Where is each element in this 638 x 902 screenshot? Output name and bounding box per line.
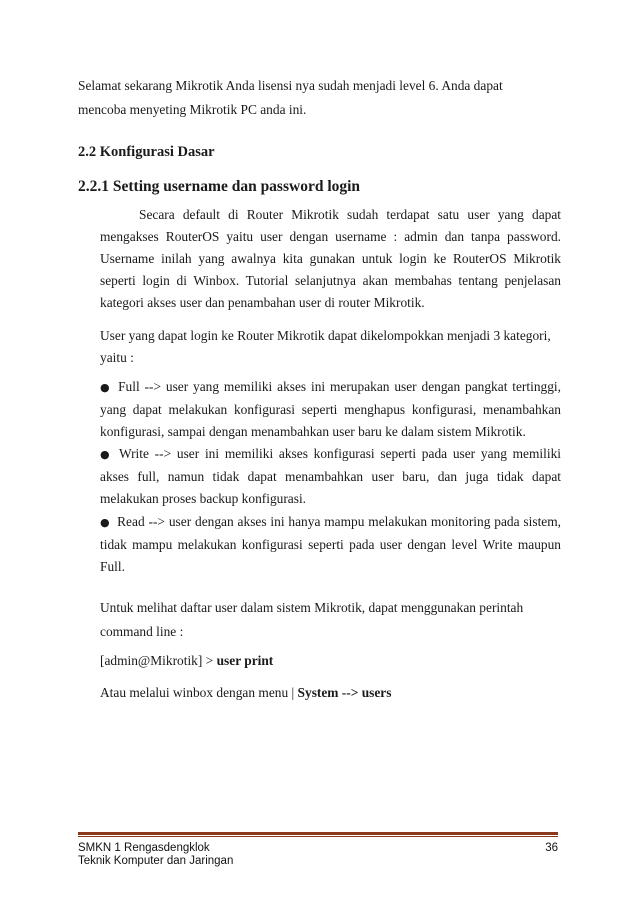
section-heading: 2.2 Konfigurasi Dasar (78, 144, 215, 160)
footer-department: Teknik Komputer dan Jaringan (78, 855, 234, 867)
command-prompt: [admin@Mikrotik] > (100, 653, 217, 668)
footer-rule-thin (78, 836, 558, 837)
bullet-read (100, 511, 561, 578)
bullet-write (100, 443, 561, 510)
subsection-heading: 2.2.1 Setting username dan password login (78, 178, 361, 195)
winbox-text: Atau melalui winbox dengan menu | (100, 685, 298, 700)
command-text: user print (216, 653, 274, 668)
command-line (100, 650, 561, 672)
bullet-icon: ● (100, 381, 112, 394)
bullet-write-text: Write --> user ini memiliki akses konfigurasi seperti pada user yang memiliki akses full, namun tidak dapat menambahkan user baru, dan juga tidak dapat melakukan proses backup konfigurasi. (100, 446, 561, 506)
paragraph-command-line: Untuk melihat daftar user dalam sistem Mikrotik, dapat menggunakan perintah command line : (100, 600, 524, 639)
page-number: 36 (545, 842, 558, 854)
footer-rule (78, 832, 558, 835)
footer-school: SMKN 1 Rengasdengklok (78, 842, 210, 854)
bullet-read-text: Read --> user dengan akses ini hanya mampu melakukan monitoring pada sistem, tidak mampu melakukan konfigurasi seperti pada user dengan level Write maupun Full. (100, 514, 561, 574)
paragraph-default-user: Secara default di Router Mikrotik sudah terdapat satu user yang dapat mengakses RouterOS yaitu user dengan username : admin dan tanpa password. Username inilah yang awalnya kita gunakan untuk login ke RouterOS Mikrotik seperti login di Winbox. Tutorial selanjutnya akan membahas tentang penjelasan kategori akses user dan penambahan user di router Mikrotik. (100, 207, 561, 310)
paragraph-user-categories: User yang dapat login ke Router Mikrotik dapat dikelompokkan menjadi 3 kategori, yaitu : (100, 328, 551, 365)
intro-paragraph: Selamat sekarang Mikrotik Anda lisensi nya sudah menjadi level 6. Anda dapat mencoba menyeting Mikrotik PC anda ini. (78, 78, 503, 117)
bullet-icon: ● (100, 516, 111, 529)
bullet-full (100, 376, 561, 443)
winbox-menu-path: System --> users (297, 685, 392, 700)
bullet-full-text: Full --> user yang memiliki akses ini merupakan user dengan pangkat tertinggi, yang dapat melakukan konfigurasi seperti menghapus konfigurasi, menambahkan konfigurasi, sampai dengan menambahkan user baru ke dalam sistem Mikrotik. (100, 379, 561, 439)
bullet-icon: ● (100, 448, 112, 461)
winbox-instruction (100, 682, 561, 704)
